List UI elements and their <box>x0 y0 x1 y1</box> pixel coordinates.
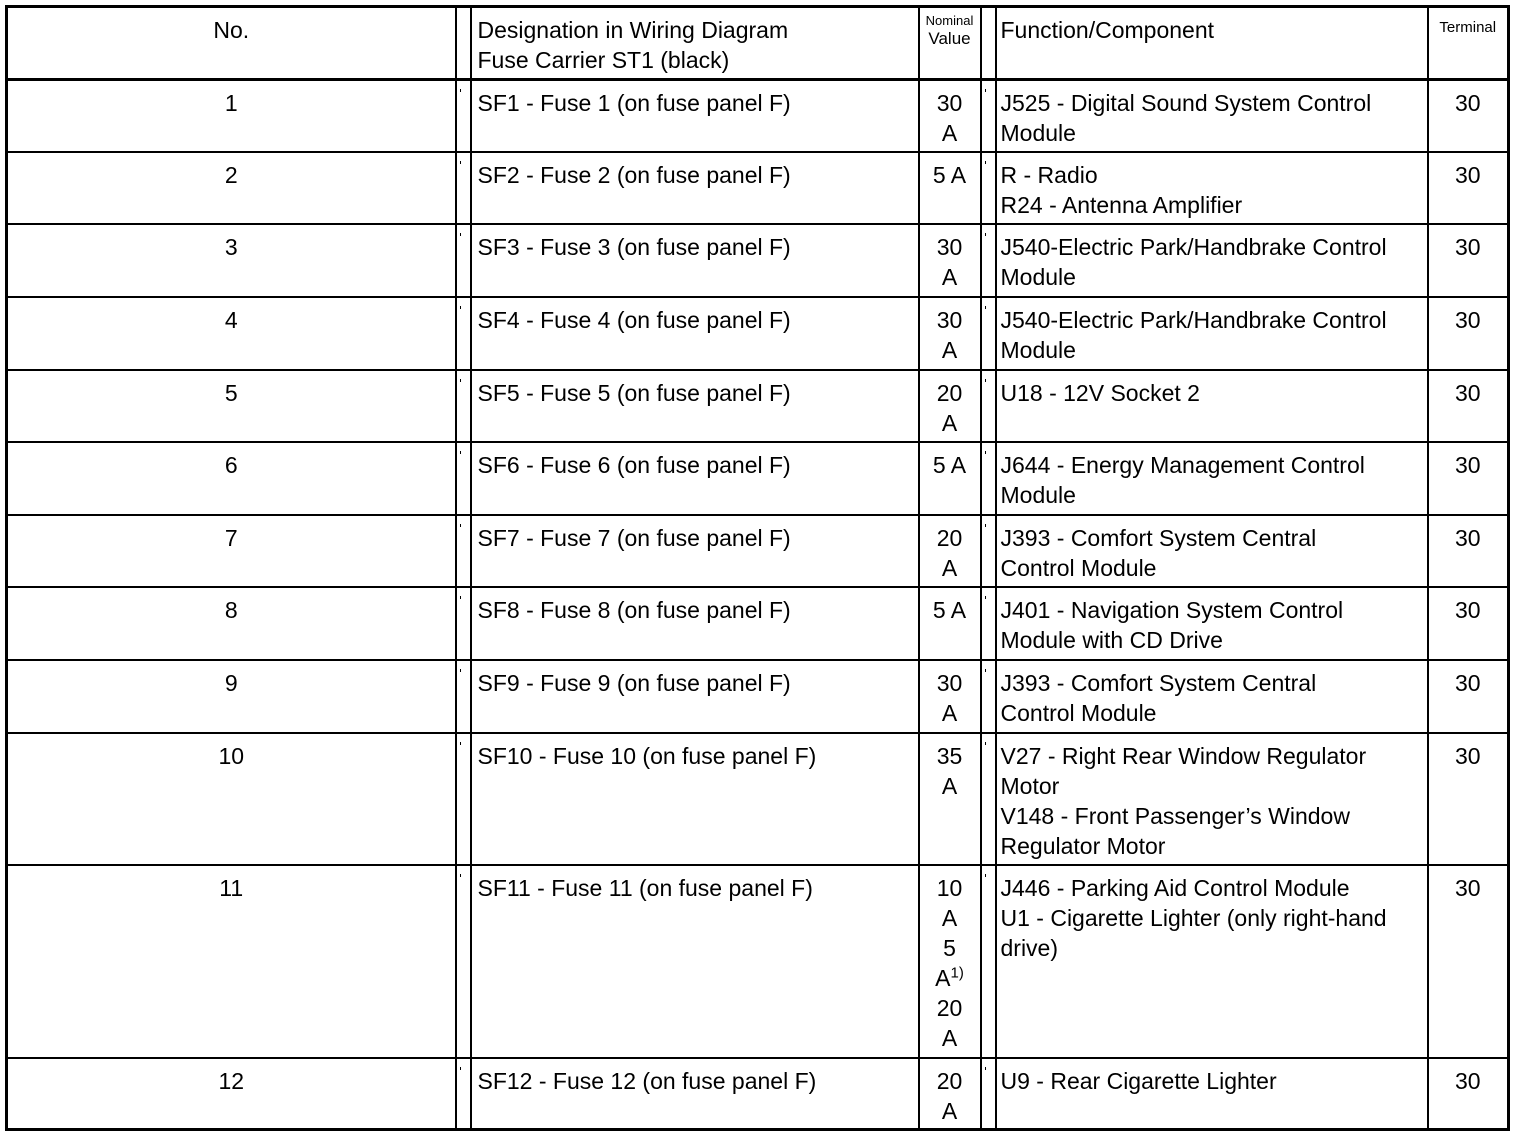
fuse-table <box>5 5 1510 1131</box>
function-cell <box>996 865 1428 1058</box>
function-line: J401 - Navigation System Control <box>1000 596 1344 623</box>
terminal-cell: 30 <box>1428 370 1509 442</box>
terminal-cell: 30 <box>1428 587 1509 660</box>
nominal-value-line: A <box>941 120 958 146</box>
gap-cell <box>456 733 471 865</box>
nominal-value-line-with-footnote <box>920 963 980 993</box>
terminal-cell: 30 <box>1428 733 1509 865</box>
gap-cell <box>981 224 996 297</box>
function-cell <box>996 152 1428 224</box>
header-nominal-line-1: Nominal <box>925 13 974 28</box>
header-terminal <box>1428 7 1509 80</box>
gap-cell <box>981 370 996 442</box>
nominal-value-line: 20 <box>936 379 963 406</box>
designation-cell: SF1 - Fuse 1 (on fuse panel F) <box>471 80 919 152</box>
function-cell <box>996 442 1428 515</box>
header-no: No. <box>7 7 456 80</box>
function-line: Control Module <box>1000 554 1157 581</box>
gap-cell <box>456 7 471 80</box>
nominal-value-line: 20 <box>936 524 963 551</box>
function-cell <box>996 297 1428 370</box>
function-line: V27 - Right Rear Window Regulator <box>1000 742 1367 769</box>
gap-cell <box>456 660 471 733</box>
row-number: 7 <box>7 515 456 587</box>
nominal-value-line: A <box>941 336 958 363</box>
table-row <box>7 442 1509 515</box>
function-line: V148 - Front Passenger’s Window <box>1000 802 1350 829</box>
function-line: R - Radio <box>1000 161 1098 188</box>
header-function: Function/Component <box>996 7 1428 80</box>
nominal-value-line: 30 <box>936 90 963 116</box>
nominal-value-cell <box>919 865 981 1058</box>
gap-cell <box>456 1058 471 1130</box>
nominal-value-line: A <box>941 699 958 726</box>
nominal-value-line: 5 A <box>932 451 967 478</box>
gap-cell <box>456 587 471 660</box>
nominal-value-line: 30 <box>936 233 963 260</box>
nominal-value-line: 20 <box>936 1067 963 1094</box>
header-row <box>7 7 1509 80</box>
header-nominal-line-2: Value <box>928 29 971 48</box>
function-line: J446 - Parking Aid Control Module <box>1000 874 1350 901</box>
function-line: U18 - 12V Socket 2 <box>1000 379 1200 406</box>
gap-cell <box>981 1058 996 1130</box>
function-line: J540-Electric Park/Handbrake Control <box>1000 306 1387 333</box>
designation-cell: SF9 - Fuse 9 (on fuse panel F) <box>471 660 919 733</box>
row-number: 8 <box>7 587 456 660</box>
gap-cell <box>456 515 471 587</box>
row-number: 2 <box>7 152 456 224</box>
terminal-cell: 30 <box>1428 297 1509 370</box>
function-line: Module with CD Drive <box>1000 626 1223 653</box>
table-row <box>7 515 1509 587</box>
table-row <box>7 587 1509 660</box>
gap-cell <box>981 152 996 224</box>
row-number: 9 <box>7 660 456 733</box>
function-line: U1 - Cigarette Lighter (only right-hand <box>1000 904 1387 931</box>
nominal-value-cell <box>919 80 981 152</box>
function-line: drive) <box>1000 934 1059 961</box>
nominal-value-cell <box>919 587 981 660</box>
gap-cell <box>456 370 471 442</box>
nominal-value-unit: A <box>935 964 951 991</box>
nominal-value-cell <box>919 442 981 515</box>
nominal-value-line: 5 A <box>932 596 967 623</box>
gap-cell <box>456 152 471 224</box>
gap-cell <box>981 865 996 1058</box>
terminal-cell: 30 <box>1428 1058 1509 1130</box>
function-cell <box>996 224 1428 297</box>
designation-cell: SF6 - Fuse 6 (on fuse panel F) <box>471 442 919 515</box>
gap-cell <box>981 515 996 587</box>
nominal-value-line: 20 <box>936 994 963 1021</box>
function-cell <box>996 1058 1428 1130</box>
gap-cell <box>456 442 471 515</box>
nominal-value-cell <box>919 1058 981 1130</box>
header-terminal-label: Terminal <box>1439 19 1497 36</box>
nominal-value-cell <box>919 733 981 865</box>
designation-cell: SF10 - Fuse 10 (on fuse panel F) <box>471 733 919 865</box>
function-cell <box>996 515 1428 587</box>
function-line: Module <box>1000 481 1076 508</box>
designation-cell: SF8 - Fuse 8 (on fuse panel F) <box>471 587 919 660</box>
row-number: 4 <box>7 297 456 370</box>
designation-cell: SF4 - Fuse 4 (on fuse panel F) <box>471 297 919 370</box>
nominal-value-cell <box>919 152 981 224</box>
function-line: Regulator Motor <box>1000 832 1166 859</box>
table-row <box>7 660 1509 733</box>
nominal-value-line: A <box>941 1097 958 1124</box>
function-cell <box>996 660 1428 733</box>
function-line: Module <box>1000 120 1076 146</box>
function-cell <box>996 80 1428 152</box>
nominal-value-line: 30 <box>936 669 963 696</box>
row-number: 1 <box>7 80 456 152</box>
gap-cell <box>981 80 996 152</box>
function-line: R24 - Antenna Amplifier <box>1000 191 1243 218</box>
nominal-value-line: A <box>941 904 958 931</box>
function-cell <box>996 370 1428 442</box>
function-cell <box>996 587 1428 660</box>
nominal-value-line: 5 <box>943 934 956 961</box>
table-row <box>7 297 1509 370</box>
nominal-value-line: 35 <box>936 742 963 769</box>
gap-cell <box>981 660 996 733</box>
function-line: Control Module <box>1000 699 1157 726</box>
table-row <box>7 865 1509 1058</box>
row-number: 3 <box>7 224 456 297</box>
function-line: Module <box>1000 263 1076 290</box>
table-row <box>7 80 1509 152</box>
gap-cell <box>456 80 471 152</box>
gap-cell <box>456 224 471 297</box>
nominal-value-cell <box>919 297 981 370</box>
header-designation <box>471 7 919 80</box>
gap-cell <box>456 297 471 370</box>
header-designation-line-1: Designation in Wiring Diagram <box>477 17 789 43</box>
terminal-cell: 30 <box>1428 80 1509 152</box>
nominal-value-line: 30 <box>936 306 963 333</box>
nominal-value-cell <box>919 224 981 297</box>
designation-cell: SF7 - Fuse 7 (on fuse panel F) <box>471 515 919 587</box>
terminal-cell: 30 <box>1428 865 1509 1058</box>
designation-cell: SF12 - Fuse 12 (on fuse panel F) <box>471 1058 919 1130</box>
terminal-cell: 30 <box>1428 152 1509 224</box>
row-number: 6 <box>7 442 456 515</box>
terminal-cell: 30 <box>1428 224 1509 297</box>
terminal-cell: 30 <box>1428 515 1509 587</box>
row-number: 12 <box>7 1058 456 1130</box>
gap-cell <box>981 587 996 660</box>
function-line: U9 - Rear Cigarette Lighter <box>1000 1067 1277 1094</box>
nominal-value-cell <box>919 660 981 733</box>
designation-cell: SF11 - Fuse 11 (on fuse panel F) <box>471 865 919 1058</box>
gap-cell <box>981 442 996 515</box>
nominal-value-line: A <box>941 1024 958 1051</box>
gap-cell <box>981 297 996 370</box>
designation-cell: SF3 - Fuse 3 (on fuse panel F) <box>471 224 919 297</box>
gap-cell <box>981 733 996 865</box>
gap-cell <box>981 7 996 80</box>
function-line: J644 - Energy Management Control <box>1000 451 1365 478</box>
row-number: 5 <box>7 370 456 442</box>
nominal-value-line: A <box>941 263 958 290</box>
nominal-value-line: A <box>941 772 958 799</box>
function-line: J393 - Comfort System Central <box>1000 524 1317 551</box>
table-row <box>7 733 1509 865</box>
nominal-value-line: A <box>941 554 958 581</box>
header-nominal-value <box>919 7 981 80</box>
function-line: J525 - Digital Sound System Control <box>1000 90 1372 116</box>
table-row <box>7 152 1509 224</box>
gap-cell <box>456 865 471 1058</box>
row-number: 11 <box>7 865 456 1058</box>
function-cell <box>996 733 1428 865</box>
designation-cell: SF5 - Fuse 5 (on fuse panel F) <box>471 370 919 442</box>
nominal-value-line: 10 <box>936 874 963 901</box>
function-line: J540-Electric Park/Handbrake Control <box>1000 233 1387 260</box>
function-line: Motor <box>1000 772 1060 799</box>
terminal-cell: 30 <box>1428 442 1509 515</box>
nominal-value-line: A <box>941 409 958 436</box>
function-line: J393 - Comfort System Central <box>1000 669 1317 696</box>
table-row <box>7 370 1509 442</box>
table-row <box>7 224 1509 297</box>
table-row <box>7 1058 1509 1130</box>
row-number: 10 <box>7 733 456 865</box>
footnote-marker: 1) <box>950 963 964 981</box>
nominal-value-cell <box>919 370 981 442</box>
terminal-cell: 30 <box>1428 660 1509 733</box>
nominal-value-cell <box>919 515 981 587</box>
header-designation-line-2: Fuse Carrier ST1 (black) <box>477 47 730 73</box>
nominal-value-line: 5 A <box>932 161 967 188</box>
designation-cell: SF2 - Fuse 2 (on fuse panel F) <box>471 152 919 224</box>
function-line: Module <box>1000 336 1076 363</box>
